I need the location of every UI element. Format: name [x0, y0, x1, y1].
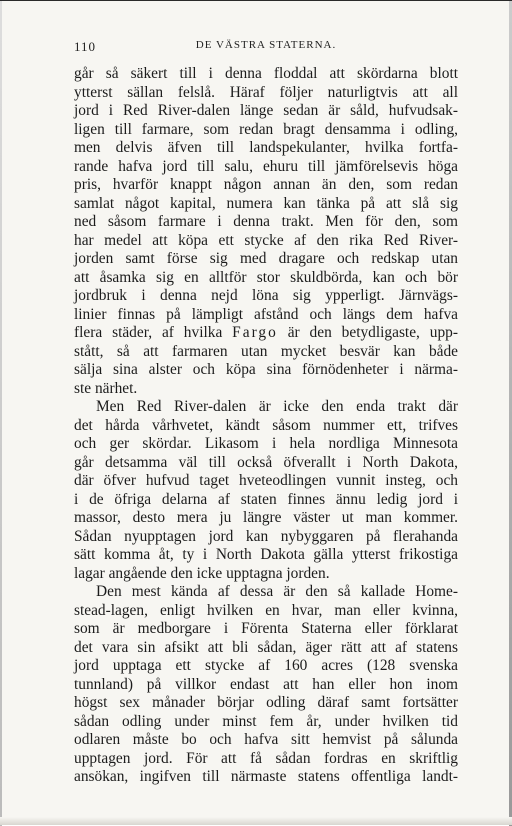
text-line: men delvis äfven till landspekulanter, hvilka fortfa-: [74, 139, 458, 156]
text-line: sälja sina alster och köpa sina förnödenheter i närma-: [74, 361, 458, 378]
text-line: rande hafva jord till salu, ehuru till jämförelsevis höga: [74, 157, 458, 175]
text-line: Den mest kända af dessa är den så kallade Home-: [96, 583, 458, 600]
text-line: går detsamma väl till också öfverallt i North Dakota,: [74, 453, 458, 471]
text-line: det vara sin afsikt att bli sådan, äger rätt att af statens: [74, 638, 458, 656]
text-line: Men Red River-dalen är icke den enda trakt där: [96, 398, 458, 415]
spaced-name: Fargo: [232, 324, 278, 341]
text-line: jordbruk i denna nejd löna sig ypperligt. Järnvägs-: [74, 287, 458, 304]
running-head: [74, 39, 458, 55]
text-line: Sådan nyupptagen jord kan nybyggaren på flerahanda: [74, 527, 458, 545]
text-line: stått, så att farmaren utan mycket besvär kan både: [74, 342, 458, 360]
text-line: där öfver hufvud taget hveteodlingen vunnit insteg, och: [74, 472, 458, 489]
text-line: ste närhet.: [74, 379, 138, 397]
text-line: jord i Red River-dalen länge sedan är såld, hufvudsak-: [74, 102, 458, 119]
page-left-edge: [0, 1, 2, 826]
text-line: går så säkert till i denna floddal att skördarna blott: [74, 65, 458, 82]
page-number: 110: [74, 39, 97, 54]
body-text: [74, 65, 458, 787]
text-line: och ger skördar. Likasom i hela nordliga Minnesota: [74, 435, 458, 452]
text-line: samlat något kapital, numera kan tänka på att slå sig: [74, 194, 458, 212]
text-line: ytterst sällan felslå. Häraf följer naturligtvis att all: [74, 83, 458, 101]
text-line: upptagen jord. För att få sådan fordras en skriftlig: [74, 749, 458, 767]
text-line: ligen till farmare, som redan bragt densamma i odling,: [74, 120, 458, 138]
text-line: det hårda vårhvetet, kändt såsom nummer ett, trifves: [74, 416, 458, 434]
text-line: [74, 324, 458, 343]
text-line: i de öfriga delarna af staten finnes ännu ledig jord i: [74, 490, 458, 508]
page-bottom-edge: [0, 817, 512, 825]
text-line: tunnland) på villkor endast att han eller hon inom: [74, 675, 458, 693]
text-line: jorden samt förse sig med dragare och redskap utan: [74, 250, 458, 267]
text-line: att åsamka sig en alltför stor skuldbörda, kan och bör: [74, 268, 458, 286]
text-fragment: är den betydligaste, upp-: [277, 324, 458, 341]
text-line: lagar angående den icke upptagna jorden.: [74, 564, 330, 582]
text-line: ned såsom farmare i denna trakt. Men för den, som: [74, 213, 458, 230]
text-line: odlaren måste bo och hafva sitt hemvist på sålunda: [74, 731, 458, 748]
text-line: sådan odling under minst fem år, under hvilken tid: [74, 712, 458, 730]
text-fragment: flera städer, af hvilka: [74, 324, 233, 341]
text-line: linier finnas på lämpligt afstånd och längs dem hafva: [74, 305, 458, 323]
text-line: jord upptaga ett stycke af 160 acres (128 svenska: [74, 657, 458, 674]
text-line: stead-lagen, enligt hvilken en hvar, man eller kvinna,: [74, 601, 458, 619]
text-line: massor, desto mera ju längre väster ut man kommer.: [74, 509, 458, 526]
running-title: DE VÄSTRA STATERNA.: [195, 39, 337, 51]
text-line: högst sex månader börjar odling däraf samt fortsätter: [74, 694, 458, 711]
text-line: sätt komma åt, ty i North Dakota gälla ytterst frikostiga: [74, 546, 458, 563]
text-line: har medel att köpa ett stycke af den rika Red River-: [74, 231, 458, 249]
text-line: ansökan, ingifven till närmaste statens offentliga landt-: [74, 768, 458, 785]
text-line: pris, hvarför knappt någon annan än den, som redan: [74, 176, 458, 193]
text-line: som är medborgare i Förenta Staterna eller förklarat: [74, 620, 458, 637]
